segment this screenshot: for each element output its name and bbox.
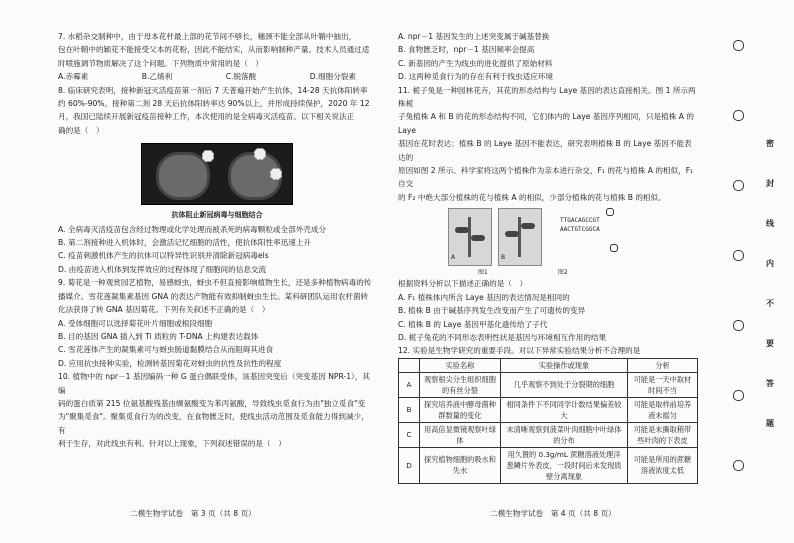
q7-text: 包在叶鞘中的颖花不能接受父本的花粉，因此不能结实，从而影响制种产量。技术人员通过适 [58,45,370,55]
binding-hole-icon [733,320,744,331]
binding-char: 内 [766,259,774,268]
photo-label-a: A [451,253,456,261]
figure1-caption: 图1 [478,269,488,277]
plant-photo-a [448,208,492,266]
table-cell: 探究培养液中酵母菌种群数量的变化 [420,397,501,422]
q8-text: 月，我国已陆续开展新冠疫苗接种工作，本次使用的是全病毒灭活疫苗。以下相关说法正 [58,112,355,122]
binding-char: 密 [766,139,774,148]
q10-option-c: C. 新基因的产生为线虫的进化提供了原始材料 [398,58,553,68]
q9-option-c: C. 雪花莲体产生的凝集素可与蚜虫肠道黏膜结合从而阻碍其进食 [58,345,274,355]
q9-option-a: A. 受体细胞可以选择菊花叶片细胞或根段细胞 [58,318,213,328]
q11-option-c: C. 植株 B 的 Laye 基因甲基化遗传给了子代 [398,319,548,329]
methyl-group-icon [606,208,614,216]
binding-hole-icon [733,110,744,121]
q7-option-c: C.脱落酸 [225,72,257,82]
figure-captions [478,269,698,277]
binding-hole-icon [733,460,744,471]
binding-char: 封 [766,179,774,188]
dna-sequence-figure [560,208,600,234]
methyl-group-icon [610,244,618,252]
binding-char: 答 [766,379,774,388]
left-column [58,30,376,451]
q7-text: 7. 水稻杂交制种中，由于母本花杆最上部的花节间不够长，穗颈不能全部从叶鞘中抽出， [58,32,357,41]
virus-icon [254,148,266,160]
q9-option-b: B. 目的基因 GNA 插入到 Ti 质粒的 T-DNA 上构建表达载体 [58,331,259,341]
table-row [399,397,698,422]
binding-char: 不 [766,299,774,308]
q9-text: 9. 菊花是一种观赏园艺植物，易感蚜虫，蚜虫不但直接影响植物生长，还是多种植物病毒的传 [58,278,372,288]
q8-option-c: C. 疫苗刺激机体产生的抗体可以特异性识别并清除新冠病毒els [58,251,269,261]
q10-option-a: A. npr－1 基因发生的上述突变属于碱基替换 [398,32,550,41]
q11-text: 11. 栀子兔是一种园林花卉，其花的形态结构与 Laye 基因的表达直接相关。图 1 所示两株栀 [398,85,696,109]
table-cell: C [399,422,420,447]
virus-icon [202,150,214,162]
virus-icon [270,168,282,180]
photo-label-b: B [501,253,506,261]
q11-option-d: D. 栀子兔花的不同形态表明性状是基因与环境相互作用的结果 [398,332,607,342]
q7-option-b: B.乙烯利 [141,72,173,82]
dna-strand-top: TTGACAGCCGT [560,217,600,225]
table-row [399,447,698,483]
q10-text: 10. 植物中的 npr－1 基因编码一种 G 蛋白偶联受体，该基因突变后（突变基因 NPR-1），其编 [58,372,371,395]
table-cell: 相同条件下不同同学计数结果偏差较大 [501,397,628,422]
table-cell: 用高倍显微镜观察叶绿体 [420,422,501,447]
figure-caption: 抗体阻止新冠病毒与细胞结合 [171,211,263,220]
table-cell: B [399,397,420,422]
figure2-caption: 图2 [557,269,568,277]
q11-text: 子兔植株 A 和 B 的花的形态结构不同，它们体内的 Laye 基因序列相同，只是植株 A 的 Laye [398,112,694,135]
table-cell: 观察根尖分生组织细胞的有丝分裂 [420,372,501,397]
q9-text: 化法获得了转 GNA 基因菊花。下列有关叙述不正确的是（ ） [58,305,270,315]
table-header: 分析 [628,358,698,372]
right-column [398,30,698,484]
table-cell: 可能是未撕取稍带些叶肉的下表皮 [628,422,698,447]
q8-text: 约 60%-90%。接种第二剂 28 天后抗体阳转率达 90%以上，并形成持续保护，2020 年 12 [58,99,370,109]
q12-stem: 12. 实验是生物学研究的重要手段。对以下异常实验结果分析不合理的是 [398,346,641,356]
q11-text: 的 F₂ 中绝大部分植株的花与植株 A 的相似，少部分植株的花与植株 B 的相似。 [398,192,666,202]
q10-text: 利于生存，对此线虫有利。针对以上现象，下列叙述错误的是（ ） [58,439,286,449]
binding-hole-icon [733,180,744,191]
page-footer-left: 二模生物学试卷 第 3 页（共 8 页） [130,509,256,518]
table-cell: 用久置的 0.3g/mL 蔗糖溶液处理洋葱鳞片外表皮，一段时间后未发现质壁分离现象 [501,447,628,483]
q9-option-d: D. 应用抗虫接种实验，检测转基因菊花对蚜虫的抗性及抗性的程度 [58,358,282,368]
table-cell: 可能是一天中取材时间不当 [628,372,698,397]
q11-text: 原因如图 2 所示。科学家将这两个植株作为亲本进行杂交，F₁ 的花与植株 A 的相似，F₁ 自交 [398,166,694,189]
experiment-table [398,358,698,484]
table-cell: D [399,447,420,483]
table-cell: 探究植物细胞的吸水和失水 [420,447,501,483]
q11-figures [448,208,698,266]
binding-hole-icon [733,390,744,401]
q10-option-b: B. 食物匮乏时，npr－1 基因频率会提高 [398,45,535,55]
q11-option-a: A. F₁ 植株体内所含 Laye 基因的表达情况是相同的 [398,292,570,302]
q8-option-d: D. 由疫苗进入机体到发挥效应的过程体现了细胞间的信息交流 [58,264,267,274]
table-cell: A [399,372,420,397]
table-header-row [399,358,698,372]
table-cell: 可能是所用的蔗糖溶液浓度太低 [628,447,698,483]
table-cell: 未清晰观察到菠菜叶肉细胞中叶绿体的分布 [501,422,628,447]
plant-photo-b [498,208,542,266]
q7-option-a: A.赤霉素 [58,72,89,82]
table-header: 实验操作或现象 [501,358,628,372]
binding-hole-icon [733,40,744,51]
q8-text: 确的是（ ） [58,125,104,135]
q8-option-b: B. 第二剂接种进入机体时，会激活记忆细胞的活性，使抗体阳性率迅速上升 [58,238,312,248]
table-row [399,422,698,447]
antibody-figure [141,143,293,205]
q10-text: 为"聚集觅食"。聚集觅食行为的改变，在食物匮乏时，使线虫活动范围及觅食能力得到减少，有 [58,412,369,435]
q11-stem: 根据资料分析以下描述正确的是（ ） [398,279,528,289]
binding-char: 题 [766,419,774,428]
q9-text: 播媒介。雪花莲凝集素基因 GNA 的表达产物能有效抑制蚜虫生长。某科研团队运用农杆菌转 [58,291,369,301]
binding-char: 要 [766,339,774,348]
table-row [399,372,698,397]
q10-text: 码的蛋白质第 215 位氨基酸残基由缬氨酸变为苯丙氨酸，导致线虫觅食行为由"独立觅食"变 [58,398,366,408]
q7-text: 时喷施调节物质解决了这个问题。下列物质中常用的是（ ） [58,58,264,68]
q8-text: 8. 临床研究表明，接种新冠灭活疫苗第一剂后 7 天普遍开始产生抗体，14-28 天抗体阳转率 [58,85,368,95]
table-cell: 可能是取样前培养液未摇匀 [628,397,698,422]
q11-option-b: B. 植株 B 由于碱基序列发生改变而产生了可遗传的变异 [398,306,586,316]
table-header: 实验名称 [420,358,501,372]
table-header [399,358,420,372]
q10-option-d: D. 这两种觅食行为的存在有利于线虫适应环境 [398,72,553,82]
q7-option-d: D.细胞分裂素 [309,72,356,82]
page-footer-right: 二模生物学试卷 第 4 页（共 8 页） [490,509,616,518]
binding-char: 线 [766,219,774,228]
binding-hole-icon [733,250,744,261]
q7-options [58,70,376,83]
q8-option-a: A. 全病毒灭活疫苗包含经过物理或化学处理而被杀死的病毒颗粒或全部外壳成分 [58,224,327,234]
binding-strip [712,0,794,543]
q11-text: 基因在花时表达；植株 B 的 Laye 基因不能表达，研究表明植株 B 的 Laye 基因不能表达的 [398,139,692,162]
dna-strand-bottom: AACTGTCGGCA [560,226,600,234]
table-cell: 几乎观察不到处于分裂期的细胞 [501,372,628,397]
